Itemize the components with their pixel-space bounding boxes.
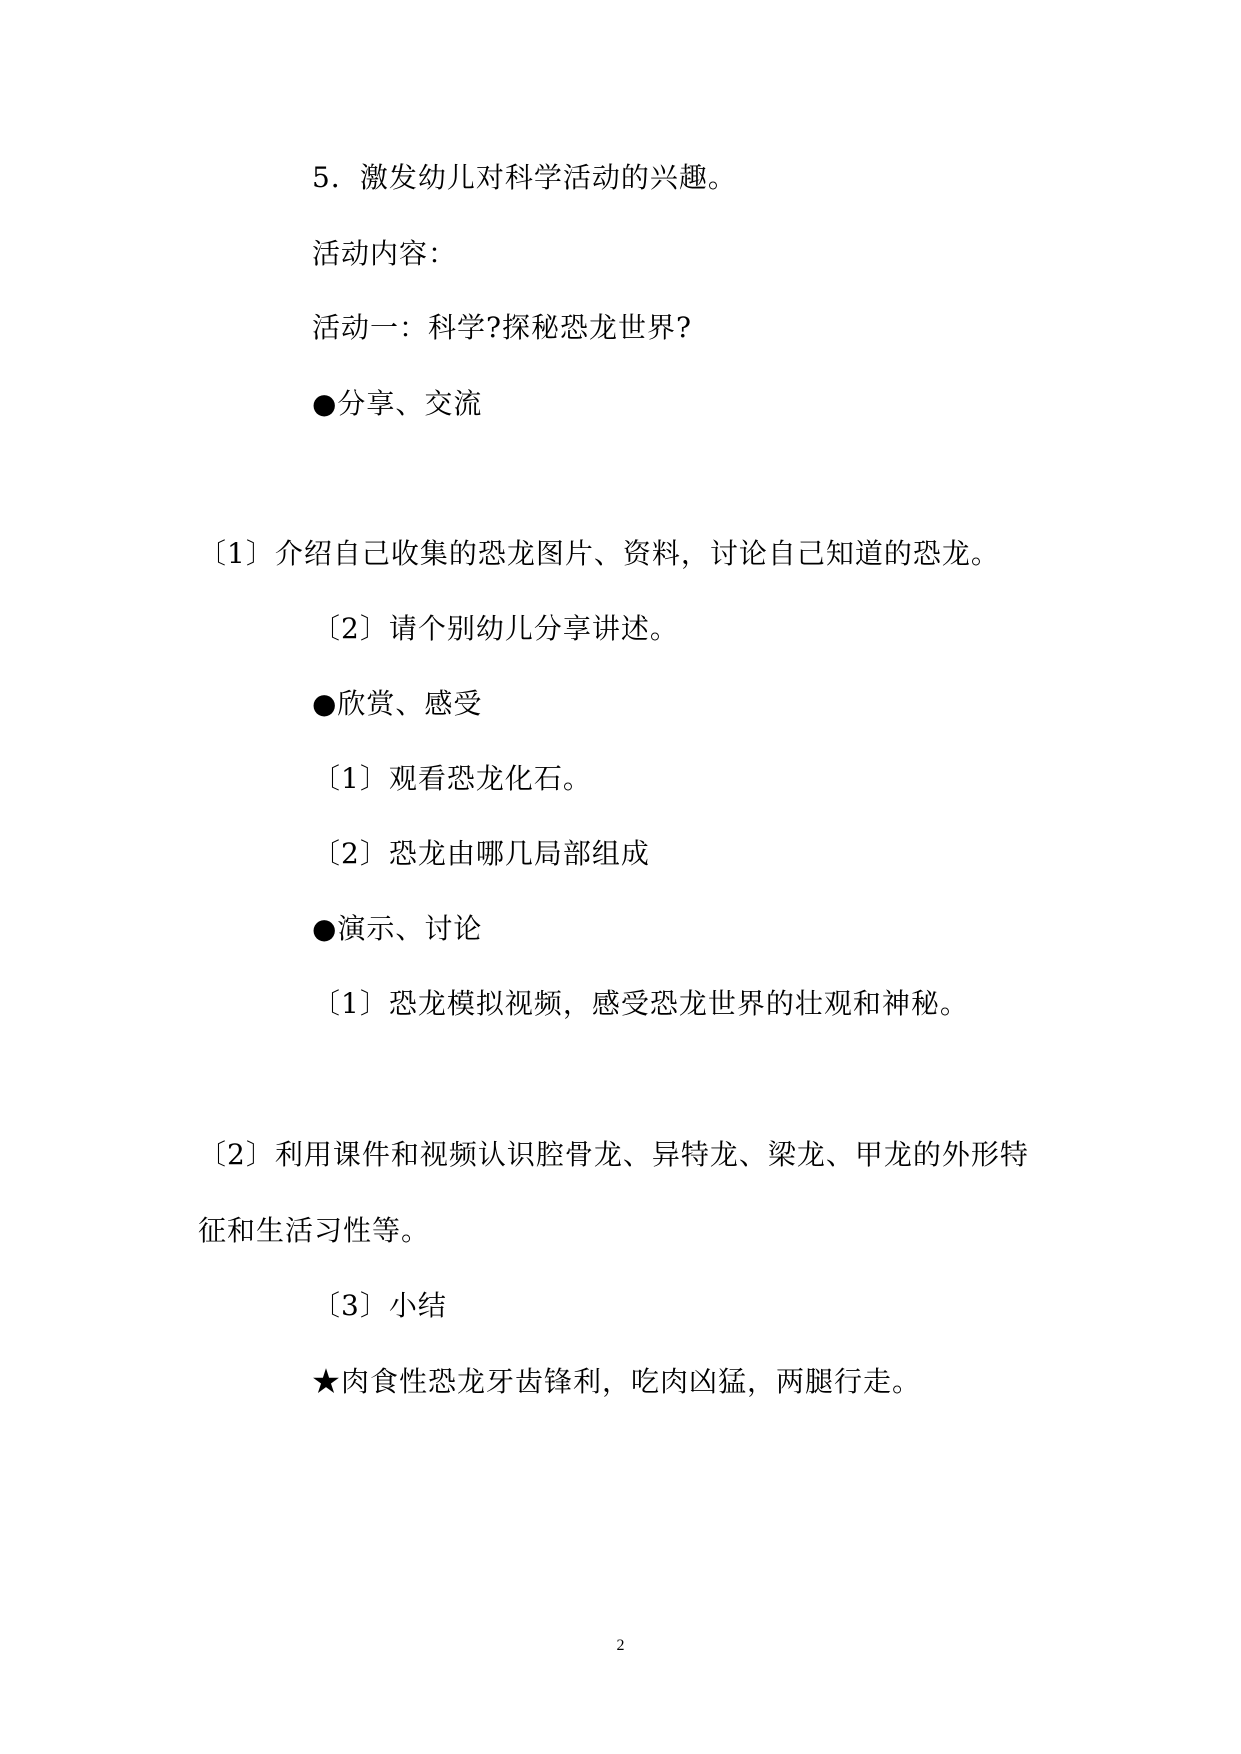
step-share-2: 〔2〕请个别幼儿分享讲述。 — [312, 612, 679, 645]
summary-carnivore: ★肉食性恐龙牙齿锋利，吃肉凶猛，两腿行走。 — [312, 1365, 922, 1398]
page-number: 2 — [616, 1637, 625, 1654]
step-appreciate-1: 〔1〕观看恐龙化石。 — [312, 762, 592, 795]
goal-item-5: 5．激发幼儿对科学活动的兴趣。 — [312, 161, 737, 194]
step-demo-1: 〔1〕恐龙模拟视频，感受恐龙世界的壮观和神秘。 — [312, 987, 969, 1020]
step-summary-3: 〔3〕小结 — [312, 1289, 447, 1322]
step-demo-2-line-2: 征和生活习性等。 — [198, 1214, 431, 1247]
section-heading-activity-content: 活动内容： — [312, 237, 458, 270]
bullet-demo-discuss: ●演示、讨论 — [312, 912, 483, 945]
bullet-share-exchange: ●分享、交流 — [312, 387, 483, 420]
activity-one-title: 活动一：科学?探秘恐龙世界? — [312, 311, 693, 344]
step-demo-2-line-1: 〔2〕利用课件和视频认识腔骨龙、异特龙、梁龙、甲龙的外形特 — [198, 1138, 1029, 1171]
step-appreciate-2: 〔2〕恐龙由哪几局部组成 — [312, 837, 650, 870]
bullet-appreciate-feel: ●欣赏、感受 — [312, 687, 483, 720]
step-share-1: 〔1〕介绍自己收集的恐龙图片、资料，讨论自己知道的恐龙。 — [198, 537, 1000, 570]
